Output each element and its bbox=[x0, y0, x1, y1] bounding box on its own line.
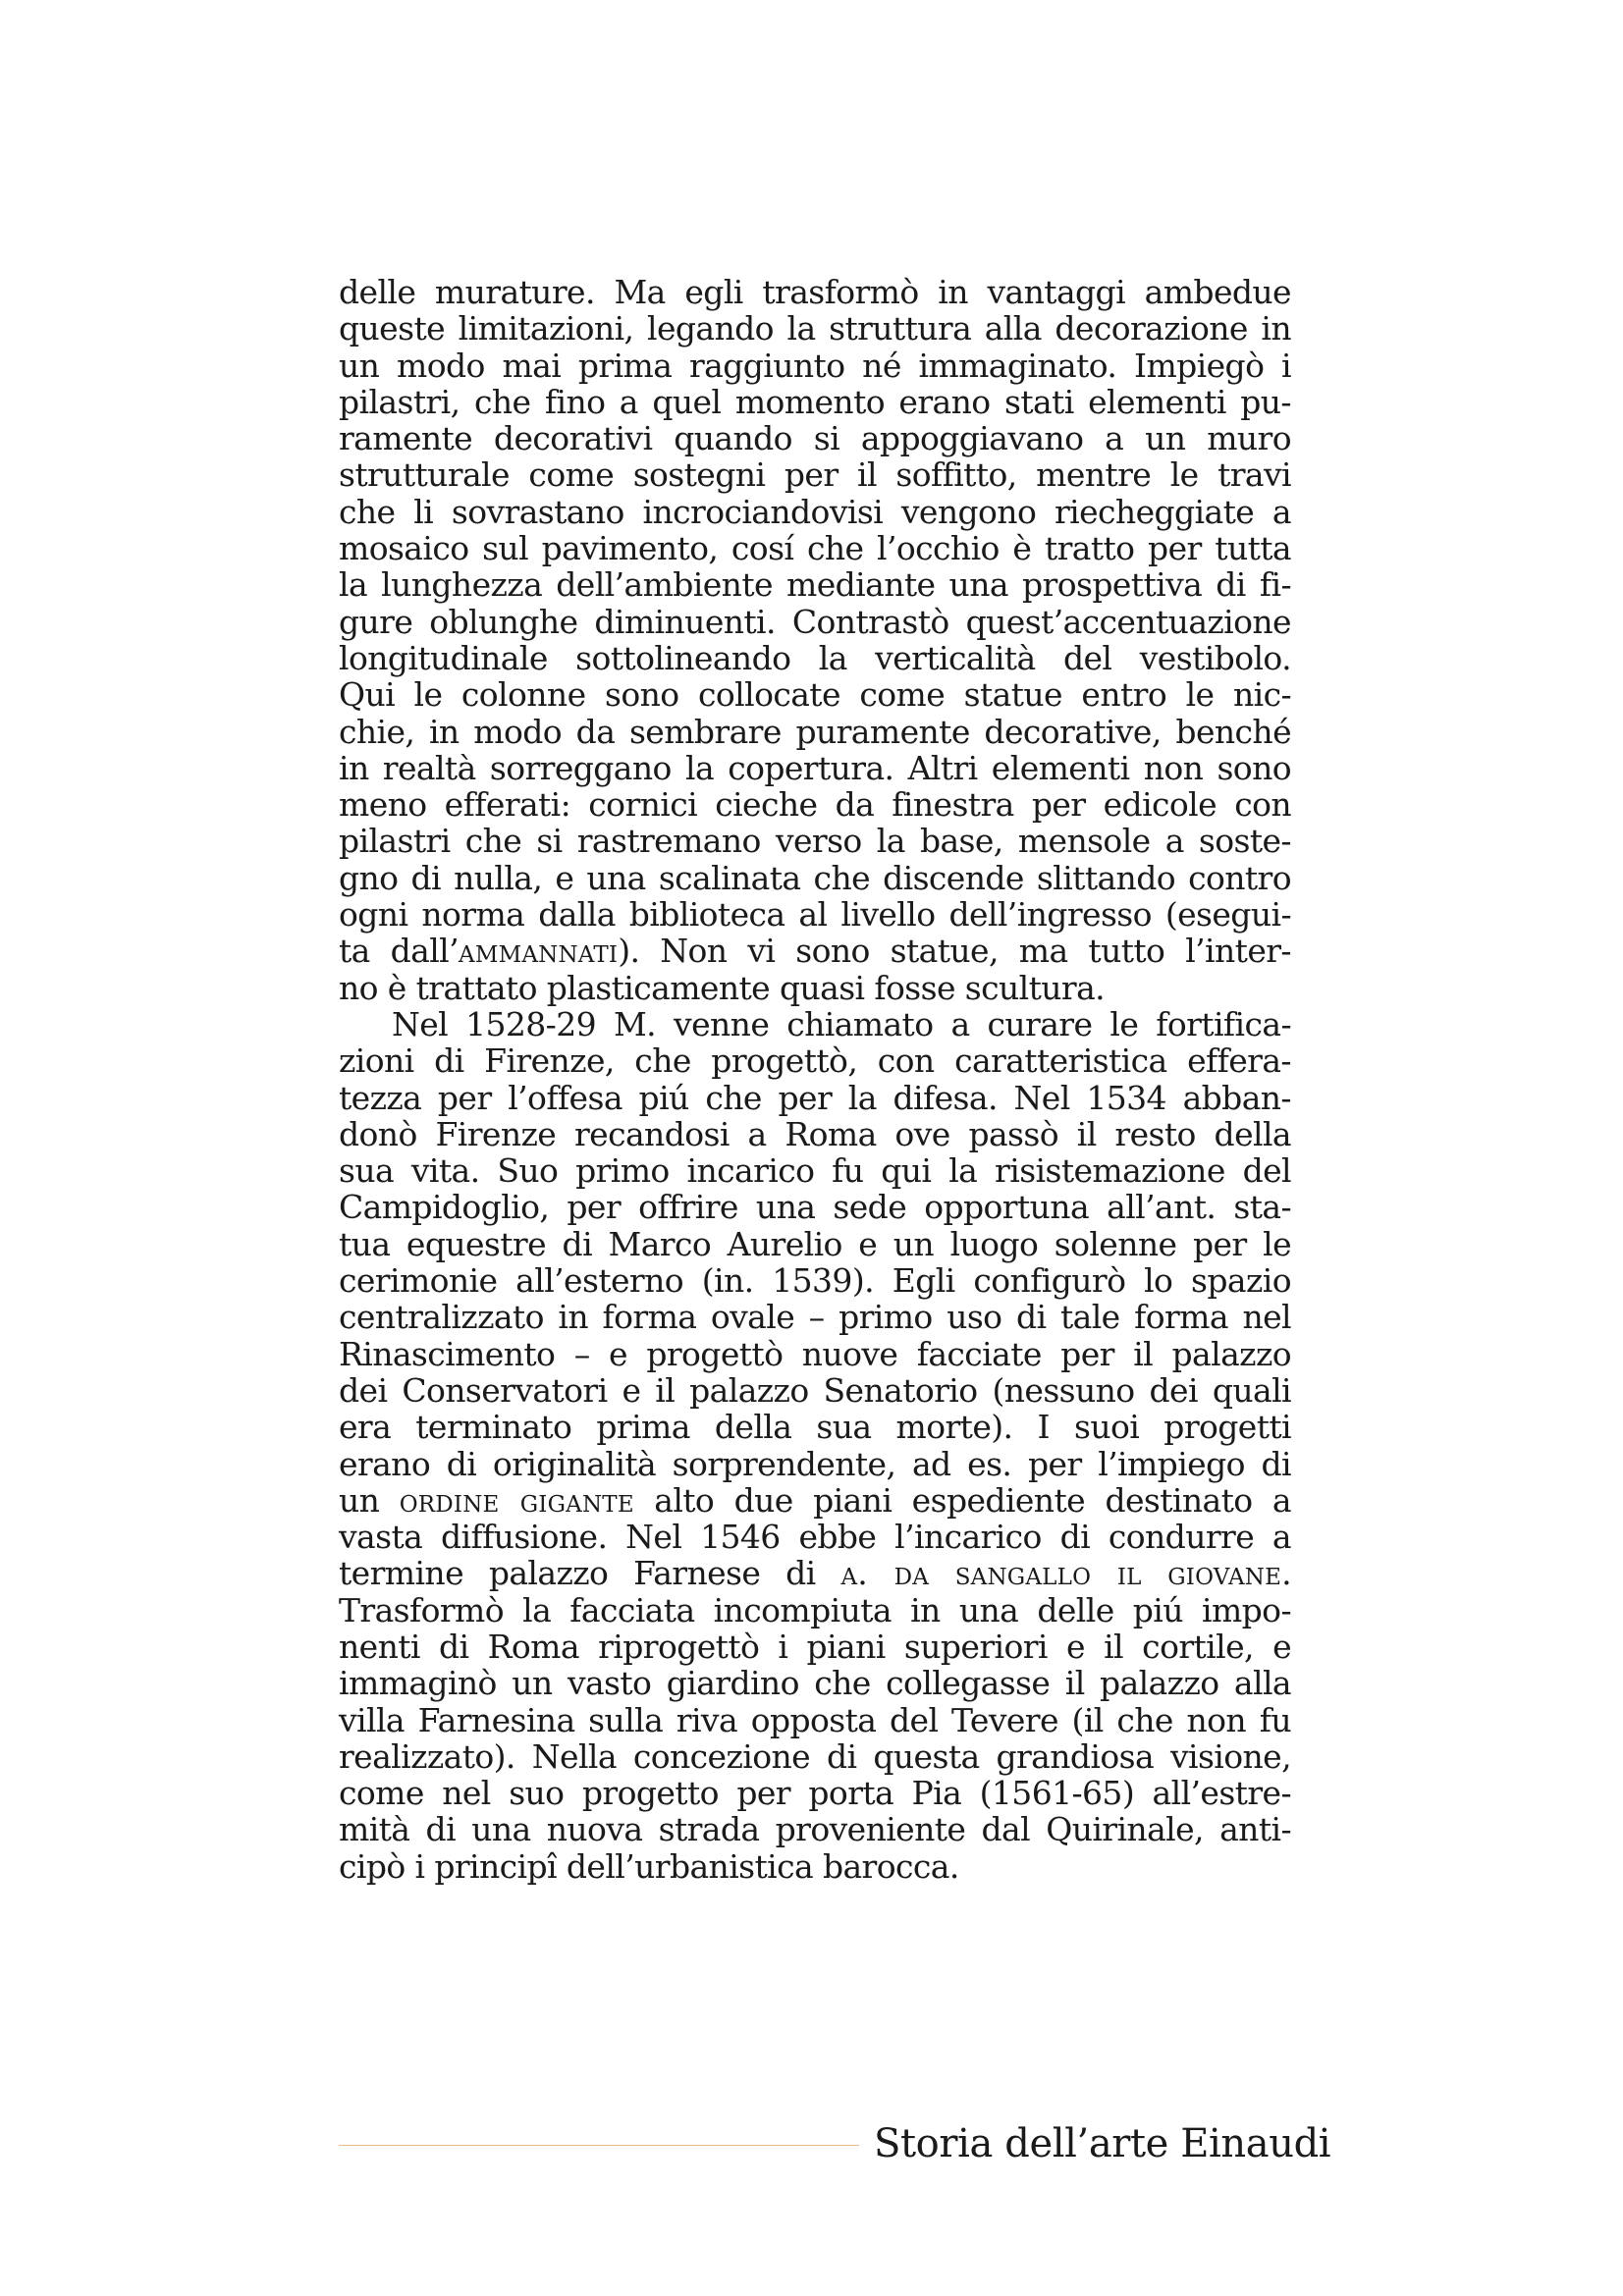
text-line: vasta diffusione. Nel 1546 ebbe l’incarico di condurre a bbox=[339, 1518, 1291, 1557]
text-line: villa Farnesina sulla riva opposta del Tevere (il che non fu bbox=[339, 1700, 1291, 1739]
text-line: in realtà sorreggano la copertura. Altri elementi non sono bbox=[339, 748, 1291, 787]
text-line bbox=[339, 1555, 1291, 1591]
text-line: tua equestre di Marco Aurelio e un luogo solenne per le bbox=[339, 1224, 1291, 1263]
text-fragment: termine palazzo Farnese di bbox=[339, 1554, 841, 1593]
text-line: sua vita. Suo primo incarico fu qui la risistemazione del bbox=[339, 1151, 1291, 1191]
text-line: Trasformò la facciata incompiuta in una delle piú impo- bbox=[339, 1590, 1291, 1629]
text-line: Campidoglio, per offrire una sede opportuna all’ant. sta- bbox=[339, 1188, 1291, 1227]
text-line: era terminato prima della sua morte). I suoi progetti bbox=[339, 1408, 1291, 1447]
text-fragment: un bbox=[339, 1480, 400, 1520]
text-line: mità di una nuova strada proveniente dal Quirinale, anti- bbox=[339, 1810, 1291, 1849]
text-line: pilastri che si rastremano verso la base, mensole a soste- bbox=[339, 822, 1291, 861]
text-fragment: . bbox=[1281, 1554, 1291, 1593]
text-line: zioni di Firenze, che progettò, con caratteristica effera- bbox=[339, 1041, 1291, 1081]
text-line: la lunghezza dell’ambiente mediante una prospettiva di fi- bbox=[339, 565, 1291, 605]
text-line bbox=[339, 1482, 1291, 1519]
text-line: no è trattato plasticamente quasi fosse scultura. bbox=[339, 968, 1106, 1007]
text-line: cipò i principî dell’urbanistica barocca. bbox=[339, 1846, 959, 1886]
text-line: dei Conservatori e il palazzo Senatorio (nessuno dei quali bbox=[339, 1370, 1291, 1410]
text-line: longitudinale sottolineando la verticalità del vestibolo. bbox=[339, 638, 1291, 677]
paragraph-start-line: Nel 1528-29 M. venne chiamato a curare le fortifica- bbox=[339, 1004, 1291, 1043]
text-line: erano di originalità sorprendente, ad es. per l’impiego di bbox=[339, 1444, 1291, 1483]
text-fragment: ta dall’ bbox=[339, 932, 460, 971]
text-line: delle murature. Ma egli trasformò in vantaggi ambedue bbox=[339, 273, 1291, 311]
cross-reference-ordine-gigante: ordine gigante bbox=[399, 1480, 634, 1520]
text-line: gno di nulla, e una scalinata che discende slittando contro bbox=[339, 858, 1291, 897]
text-line: immaginò un vasto giardino che collegasse il palazzo alla bbox=[339, 1664, 1291, 1703]
text-line: tezza per l’offesa piú che per la difesa. Nel 1534 abban- bbox=[339, 1078, 1291, 1117]
text-line: che li sovrastano incrociandovisi vengono riecheggiate a bbox=[339, 492, 1291, 531]
text-line: meno efferati: cornici cieche da finestra per edicole con bbox=[339, 785, 1291, 825]
text-fragment: alto due piani espediente destinato a bbox=[633, 1480, 1291, 1520]
text-line: mosaico sul pavimento, cosí che l’occhio è tratto per tutta bbox=[339, 529, 1291, 568]
body-text bbox=[339, 274, 1291, 1885]
text-line: pilastri, che fino a quel momento erano stati elementi pu- bbox=[339, 382, 1291, 421]
footer-divider bbox=[339, 2145, 859, 2146]
text-line: come nel suo progetto per porta Pia (1561-65) all’estre- bbox=[339, 1774, 1291, 1813]
text-line: chie, in modo da sembrare puramente decorative, benché bbox=[339, 712, 1291, 751]
cross-reference-sangallo: a. da sangallo il giovane bbox=[840, 1554, 1282, 1593]
text-line: queste limitazioni, legando la struttura alla decorazione in bbox=[339, 309, 1291, 348]
text-fragment: ). Non vi sono statue, ma tutto l’inter- bbox=[618, 932, 1291, 971]
footer-title: Storia dell’arte Einaudi bbox=[874, 2121, 1331, 2166]
text-line: Qui le colonne sono collocate come statue entro le nic- bbox=[339, 675, 1291, 715]
text-line: gure oblunghe diminuenti. Contrastò quest’accentuazione bbox=[339, 602, 1291, 641]
text-line: nenti di Roma riprogettò i piani superiori e il cortile, e bbox=[339, 1627, 1291, 1666]
cross-reference-ammannati: ammannati bbox=[459, 932, 619, 971]
text-line bbox=[339, 933, 1291, 969]
text-line: donò Firenze recandosi a Roma ove passò il resto della bbox=[339, 1114, 1291, 1153]
text-line: strutturale come sostegni per il soffitto, mentre le travi bbox=[339, 455, 1291, 495]
text-line: Rinascimento – e progettò nuove facciate per il palazzo bbox=[339, 1334, 1291, 1373]
text-line: centralizzato in forma ovale – primo uso di tale forma nel bbox=[339, 1298, 1291, 1337]
text-line: ogni norma dalla biblioteca al livello dell’ingresso (esegui- bbox=[339, 895, 1291, 934]
text-line: ramente decorativi quando si appoggiavano a un muro bbox=[339, 419, 1291, 458]
text-line: realizzato). Nella concezione di questa grandiosa visione, bbox=[339, 1736, 1291, 1776]
text-line: cerimonie all’esterno (in. 1539). Egli configurò lo spazio bbox=[339, 1261, 1291, 1301]
text-line: un modo mai prima raggiunto né immaginato. Impiegò i bbox=[339, 346, 1291, 385]
